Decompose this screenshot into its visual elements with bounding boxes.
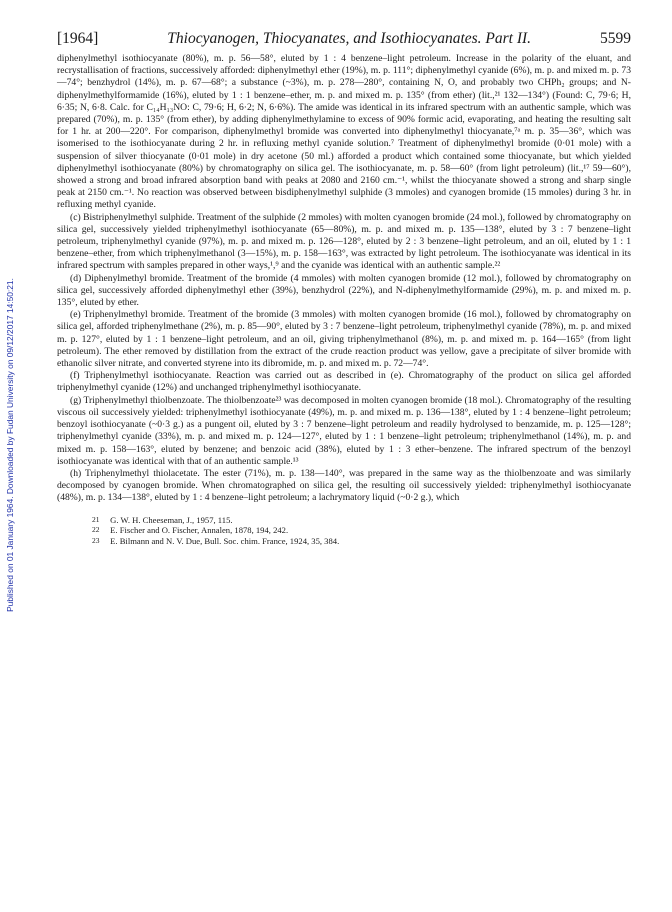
running-header bbox=[57, 30, 631, 48]
reference-text: G. W. H. Cheeseman, J., 1957, 115. bbox=[110, 514, 233, 525]
paragraph-section-e: (e) Triphenylmethyl bromide. Treatment of the bromide (3 mmoles) with molten cyanogen bromide (16 mol.), followed by chromatography on silica gel, afforded triphenylmethane (2%), m. p. 85—90°, eluted by 3 : 7 benzene–light petroleum, triphenylmethyl cyanide (78%), m. p. and mixed m. p. 127°, eluted by 1 : 1 benzene–light petroleum, and an oil, giving triphenylmethanol (8%), m. p. and mixed m. p. 164—165° (from light petroleum). The ether removed by distillation from the extract of the crude reaction product was yellow, gave a precipitate of silver bromide with ethanolic silver nitrate, and converted styrene into its dibromide, m. p. and mixed m. p. 72—74°. bbox=[57, 309, 631, 370]
reference-text: E. Bilmann and N. V. Due, Bull. Soc. chim. France, 1924, 35, 384. bbox=[110, 536, 340, 547]
reference-item bbox=[92, 515, 631, 526]
reference-text: E. Fischer and O. Fischer, Annalen, 1878, 194, 242. bbox=[110, 525, 289, 536]
paragraph-section-g: (g) Triphenylmethyl thiolbenzoate. The thiolbenzoate²³ was decomposed in molten cyanogen bromide (18 mol.). Chromatography of the resulting viscous oil successively yielded: triphenylmethyl isothiocyanate (49%), m. p. and mixed m. p. 136—138°, eluted by 1 : 4 benzene–light petroleum; benzoyl isothiocyanate (~0·3 g.) as a pungent oil, eluted by 3 : 7 benzene–light petroleum and readily hydrolysed to benzamide, m. p. 125—128°; triphenylmethyl cyanide (33%), m. p. and mixed m. p. 124—127°, eluted by 1 : 1 benzene–light petroleum; triphenylmethanol (14%), m. p. and mixed m. p. 158—163°, eluted by benzene; and benzoic acid (38%), eluted by 1 : 3 ether–benzene. The infrared spectrum of the benzoyl isothiocyanate was identical with that of an authentic sample.¹³ bbox=[57, 394, 631, 467]
download-watermark-text: Published on 01 January 1964. Downloaded by Fudan University on 09/12/2017 14:50:21. bbox=[5, 278, 15, 612]
paragraph-section-h: (h) Triphenylmethyl thiolacetate. The ester (71%), m. p. 138—140°, was prepared in the same way as the thiolbenzoate and was similarly decomposed by cyanogen bromide. When chromatographed on silica gel, the resulting oil successively yielded: triphenylmethyl isothiocyanate (48%), m. p. 134—138°, eluted by 1 : 4 benzene–light petroleum; a lachrymatory liquid (~0·2 g.), which bbox=[57, 467, 631, 504]
reference-item bbox=[92, 525, 631, 536]
article-body bbox=[57, 53, 631, 505]
paragraph-continued: diphenylmethyl isothiocyanate (80%), m. p. 56—58°, eluted by 1 : 4 benzene–light petroleum. Increase in the polarity of the eluant, and recrystallisation of fractions, successively afforded: diphenylmethyl ether (19%), m. p. 111°; diphenylmethyl cyanide (6%), m. p. and mixed m. p. 73—74°; benzhydrol (14%), m. p. 67—68°; a substance (~3%), m. p. 278—280°, containing N, O, and probably two CHPh₂ groups; and N-diphenylmethylformamide (16%), eluted by 1 : 1 benzene–ether, m. p. and mixed m. p. 135° (from ether) (lit.,²¹ 132—134°) (Found: C, 79·6; H, 6·35; N, 6·8. Calc. for C₁₄H₁₃NO: C, 79·6; H, 6·2; N, 6·6%). The amide was identical in its infrared spectrum with an authentic sample, which was prepared (70%), m. p. 135° (from ether), by adding diphenylmethylamine to excess of 90% formic acid, evaporating, and heating the resulting salt for 1 hr. at 200—220°. For comparison, diphenylmethyl bromide was converted into diphenylmethyl thiocyanate,⁷ᵃ m. p. 35—36°, which was isomerised to the isothiocyanate during 2 hr. in refluxing methyl cyanide solution.⁷ Treatment of diphenylmethyl bromide (0·01 mole) with a suspension of silver thiocyanate (0·01 mole) in dry acetone (50 ml.) afforded a product which contained some thiocyanate, but which yielded diphenylmethyl isothiocyanate (80%) by chromatography on silica gel. The isothiocyanate, m. p. 58—60° (from light petroleum) (lit.,¹⁷ 59—60°), showed a strong and broad infrared absorption band with peaks at 2080 and 2160 cm.⁻¹, whilst the thiocyanate showed a strong and sharp single peak at 2150 cm.⁻¹. No reaction was observed between bisdiphenylmethyl sulphide (3 mmoles) and cyanogen bromide (15 mmoles) during 3 hr. in refluxing methyl cyanide. bbox=[57, 53, 631, 211]
header-title: Thiocyanogen, Thiocyanates, and Isothiocyanates. Part II. bbox=[167, 30, 532, 47]
footnote-references bbox=[57, 515, 631, 547]
header-page-number: 5599 bbox=[600, 30, 631, 47]
reference-number: 21 bbox=[92, 514, 100, 524]
header-year: [1964] bbox=[57, 30, 99, 47]
paragraph-section-d: (d) Diphenylmethyl bromide. Treatment of the bromide (4 mmoles) with molten cyanogen bromide (12 mol.), followed by chromatography on silica gel, successively afforded diphenylmethyl ether (39%), benzhydrol (22%), and N-diphenylmethylformamide (29%), m. p. and mixed m. p. 135°, eluted by ether. bbox=[57, 272, 631, 309]
paragraph-section-f: (f) Triphenylmethyl isothiocyanate. Reaction was carried out as described in (e). Chromatography of the product on silica gel afforded triphenylmethyl cyanide (12%) and unchanged triphenylmethyl isothiocyanate. bbox=[57, 370, 631, 394]
journal-page bbox=[57, 30, 631, 547]
reference-number: 23 bbox=[92, 536, 100, 546]
download-watermark bbox=[2, 150, 18, 740]
reference-item bbox=[92, 536, 631, 547]
paragraph-section-c: (c) Bistriphenylmethyl sulphide. Treatment of the sulphide (2 mmoles) with molten cyanogen bromide (24 mol.), followed by chromatography on silica gel, successively yielded triphenylmethyl isothiocyanate (65—80%), m. p. and mixed m. p. 135—138°, eluted by 3 : 7 benzene–light petroleum, triphenylmethyl cyanide (97%), m. p. and mixed m. p. 126—128°, eluted by 2 : 3 benzene–light petroleum, and an oil, eluted by 1 : 1 benzene–ether, from which triphenylmethanol (3—15%), m. p. 158—163°, was extracted by light petroleum. The isothiocyanate was identical in its infrared spectrum with samples prepared in other ways,¹,⁹ and the cyanide was identical with an authentic sample.²² bbox=[57, 211, 631, 272]
reference-number: 22 bbox=[92, 525, 100, 535]
